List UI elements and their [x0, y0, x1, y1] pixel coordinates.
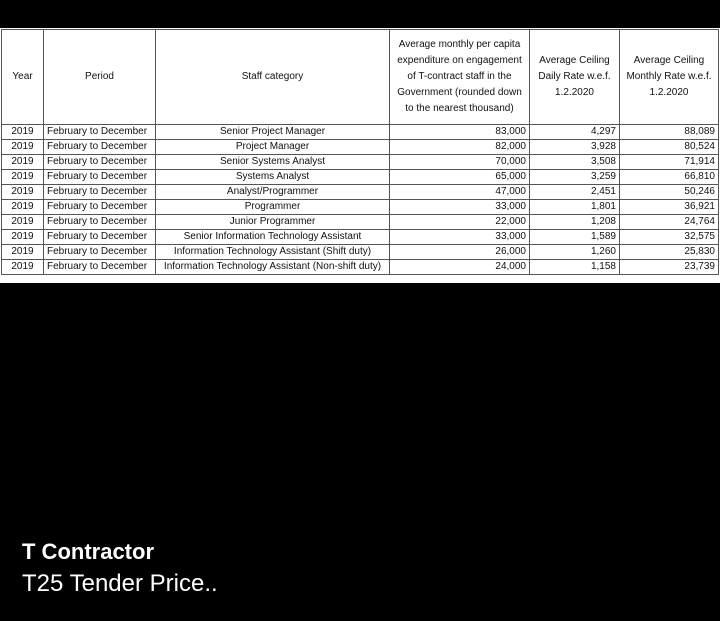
cell-expenditure: 22,000: [390, 215, 530, 230]
cell-daily-rate: 1,260: [530, 245, 620, 260]
cell-daily-rate: 3,259: [530, 170, 620, 185]
cell-expenditure: 82,000: [390, 140, 530, 155]
cell-staff-category: Systems Analyst: [156, 170, 390, 185]
cell-year: 2019: [2, 260, 44, 275]
table-row: [2, 170, 719, 185]
cell-expenditure: 47,000: [390, 185, 530, 200]
header-monthly-rate: Average Ceiling Monthly Rate w.e.f. 1.2.2020: [620, 30, 719, 125]
cell-staff-category: Senior Systems Analyst: [156, 155, 390, 170]
cell-period: February to December: [44, 230, 156, 245]
cell-daily-rate: 1,208: [530, 215, 620, 230]
caption: [22, 537, 218, 600]
cell-period: February to December: [44, 170, 156, 185]
cell-year: 2019: [2, 140, 44, 155]
cell-year: 2019: [2, 200, 44, 215]
cell-expenditure: 33,000: [390, 230, 530, 245]
header-year: Year: [2, 30, 44, 125]
cell-daily-rate: 3,508: [530, 155, 620, 170]
table-header-row: [2, 30, 719, 125]
table-row: [2, 245, 719, 260]
cell-monthly-rate: 88,089: [620, 125, 719, 140]
header-daily-rate: Average Ceiling Daily Rate w.e.f. 1.2.2020: [530, 30, 620, 125]
cell-period: February to December: [44, 140, 156, 155]
cell-staff-category: Senior Project Manager: [156, 125, 390, 140]
cell-year: 2019: [2, 170, 44, 185]
cell-staff-category: Project Manager: [156, 140, 390, 155]
cell-period: February to December: [44, 200, 156, 215]
cell-monthly-rate: 80,524: [620, 140, 719, 155]
cell-monthly-rate: 23,739: [620, 260, 719, 275]
cell-monthly-rate: 66,810: [620, 170, 719, 185]
cell-monthly-rate: 32,575: [620, 230, 719, 245]
cell-year: 2019: [2, 185, 44, 200]
table-image: [0, 28, 720, 283]
cell-year: 2019: [2, 215, 44, 230]
cell-daily-rate: 4,297: [530, 125, 620, 140]
table-row: [2, 230, 719, 245]
cell-staff-category: Information Technology Assistant (Non-shift duty): [156, 260, 390, 275]
cell-daily-rate: 1,158: [530, 260, 620, 275]
cell-period: February to December: [44, 260, 156, 275]
cell-period: February to December: [44, 245, 156, 260]
cell-daily-rate: 1,801: [530, 200, 620, 215]
cell-monthly-rate: 50,246: [620, 185, 719, 200]
cell-expenditure: 26,000: [390, 245, 530, 260]
cell-staff-category: Junior Programmer: [156, 215, 390, 230]
header-expenditure: Average monthly per capita expenditure on engagement of T-contract staff in the Government (rounded down to the nearest thousand): [390, 30, 530, 125]
table-row: [2, 155, 719, 170]
cell-expenditure: 33,000: [390, 200, 530, 215]
table-body: [2, 125, 719, 275]
cell-expenditure: 70,000: [390, 155, 530, 170]
cell-year: 2019: [2, 155, 44, 170]
cell-period: February to December: [44, 125, 156, 140]
cell-expenditure: 24,000: [390, 260, 530, 275]
caption-title: T Contractor: [22, 539, 154, 564]
table-row: [2, 260, 719, 275]
cell-year: 2019: [2, 230, 44, 245]
table-row: [2, 215, 719, 230]
cell-year: 2019: [2, 245, 44, 260]
cell-staff-category: Programmer: [156, 200, 390, 215]
cell-period: February to December: [44, 155, 156, 170]
table-row: [2, 185, 719, 200]
cell-monthly-rate: 36,921: [620, 200, 719, 215]
cell-monthly-rate: 24,764: [620, 215, 719, 230]
cell-staff-category: Senior Information Technology Assistant: [156, 230, 390, 245]
cell-expenditure: 65,000: [390, 170, 530, 185]
cell-expenditure: 83,000: [390, 125, 530, 140]
table-row: [2, 200, 719, 215]
cell-daily-rate: 1,589: [530, 230, 620, 245]
caption-subtitle: T25 Tender Price..: [22, 570, 218, 597]
cell-daily-rate: 3,928: [530, 140, 620, 155]
rate-table: [1, 29, 719, 275]
cell-daily-rate: 2,451: [530, 185, 620, 200]
table-row: [2, 140, 719, 155]
cell-staff-category: Information Technology Assistant (Shift duty): [156, 245, 390, 260]
table-row: [2, 125, 719, 140]
cell-monthly-rate: 71,914: [620, 155, 719, 170]
header-staff-category: Staff category: [156, 30, 390, 125]
cell-period: February to December: [44, 185, 156, 200]
cell-period: February to December: [44, 215, 156, 230]
header-period: Period: [44, 30, 156, 125]
cell-year: 2019: [2, 125, 44, 140]
cell-staff-category: Analyst/Programmer: [156, 185, 390, 200]
cell-monthly-rate: 25,830: [620, 245, 719, 260]
